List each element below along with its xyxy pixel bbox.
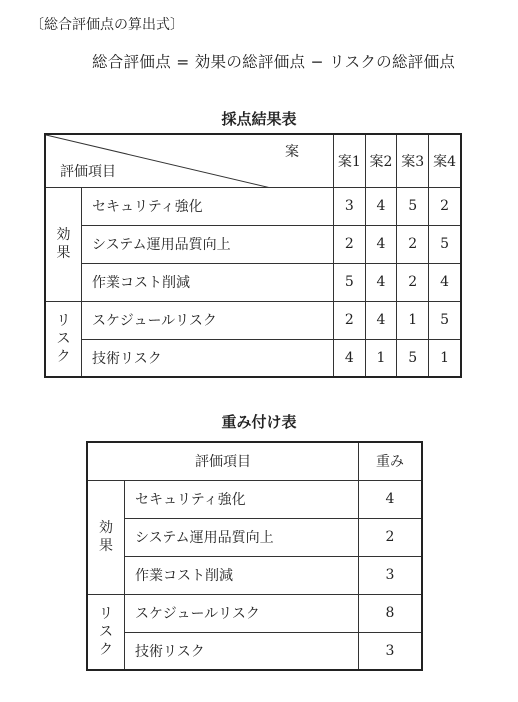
group-label-risk: リスク: [87, 594, 125, 670]
plan-header-3: 案3: [397, 134, 429, 187]
weight-header-weight: 重み: [359, 442, 423, 480]
score-table-title: 採点結果表: [221, 110, 297, 128]
item-label: 技術リスク: [82, 339, 334, 377]
weight-table-header-row: [87, 442, 422, 480]
item-label: セキュリティ強化: [82, 187, 334, 225]
score-cell: 4: [365, 187, 397, 225]
score-cell: 5: [397, 187, 429, 225]
score-cell: 2: [333, 225, 365, 263]
formula-heading: 〔総合評価点の算出式〕: [30, 17, 184, 33]
weight-cell: 3: [359, 556, 423, 594]
table-row: [87, 632, 422, 670]
score-cell: 1: [397, 301, 429, 339]
plan-header-1: 案1: [333, 134, 365, 187]
item-label: システム運用品質向上: [82, 225, 334, 263]
formula-expression: 総合評価点 = 効果の総評価点 − リスクの総評価点: [92, 53, 456, 71]
score-cell: 1: [365, 339, 397, 377]
score-cell: 3: [333, 187, 365, 225]
group-label-effect: 効果: [45, 187, 82, 301]
plan-header-2: 案2: [365, 134, 397, 187]
score-cell: 4: [365, 225, 397, 263]
table-row: [87, 556, 422, 594]
weight-table-title: 重み付け表: [221, 413, 297, 431]
score-cell: 5: [397, 339, 429, 377]
item-label: 作業コスト削減: [82, 263, 334, 301]
table-row: [87, 594, 422, 632]
corner-plan-label: 案: [284, 144, 299, 160]
score-cell: 2: [333, 301, 365, 339]
score-cell: 2: [429, 187, 461, 225]
table-row: [87, 518, 422, 556]
table-row: [45, 187, 461, 225]
score-table-corner-cell: [45, 134, 333, 187]
weight-table: [86, 441, 423, 671]
score-table-header-row: [45, 134, 461, 187]
weight-cell: 3: [359, 632, 423, 670]
score-cell: 4: [365, 263, 397, 301]
item-label: スケジュールリスク: [125, 594, 359, 632]
group-label-effect: 効果: [87, 480, 125, 594]
table-row: [45, 263, 461, 301]
item-label: 技術リスク: [125, 632, 359, 670]
plan-header-4: 案4: [429, 134, 461, 187]
weight-cell: 8: [359, 594, 423, 632]
weight-header-item: 評価項目: [87, 442, 359, 480]
score-cell: 2: [397, 263, 429, 301]
score-table: [44, 133, 462, 378]
table-row: [87, 480, 422, 518]
score-cell: 1: [429, 339, 461, 377]
item-label: スケジュールリスク: [82, 301, 334, 339]
score-cell: 4: [429, 263, 461, 301]
table-row: [45, 225, 461, 263]
item-label: システム運用品質向上: [125, 518, 359, 556]
score-cell: 5: [333, 263, 365, 301]
score-cell: 5: [429, 301, 461, 339]
weight-cell: 2: [359, 518, 423, 556]
group-label-risk: リスク: [45, 301, 82, 377]
table-row: [45, 339, 461, 377]
corner-item-label: 評価項目: [60, 163, 116, 180]
table-row: [45, 301, 461, 339]
score-cell: 5: [429, 225, 461, 263]
score-cell: 4: [365, 301, 397, 339]
item-label: セキュリティ強化: [125, 480, 359, 518]
score-cell: 2: [397, 225, 429, 263]
weight-cell: 4: [359, 480, 423, 518]
item-label: 作業コスト削減: [125, 556, 359, 594]
score-cell: 4: [333, 339, 365, 377]
